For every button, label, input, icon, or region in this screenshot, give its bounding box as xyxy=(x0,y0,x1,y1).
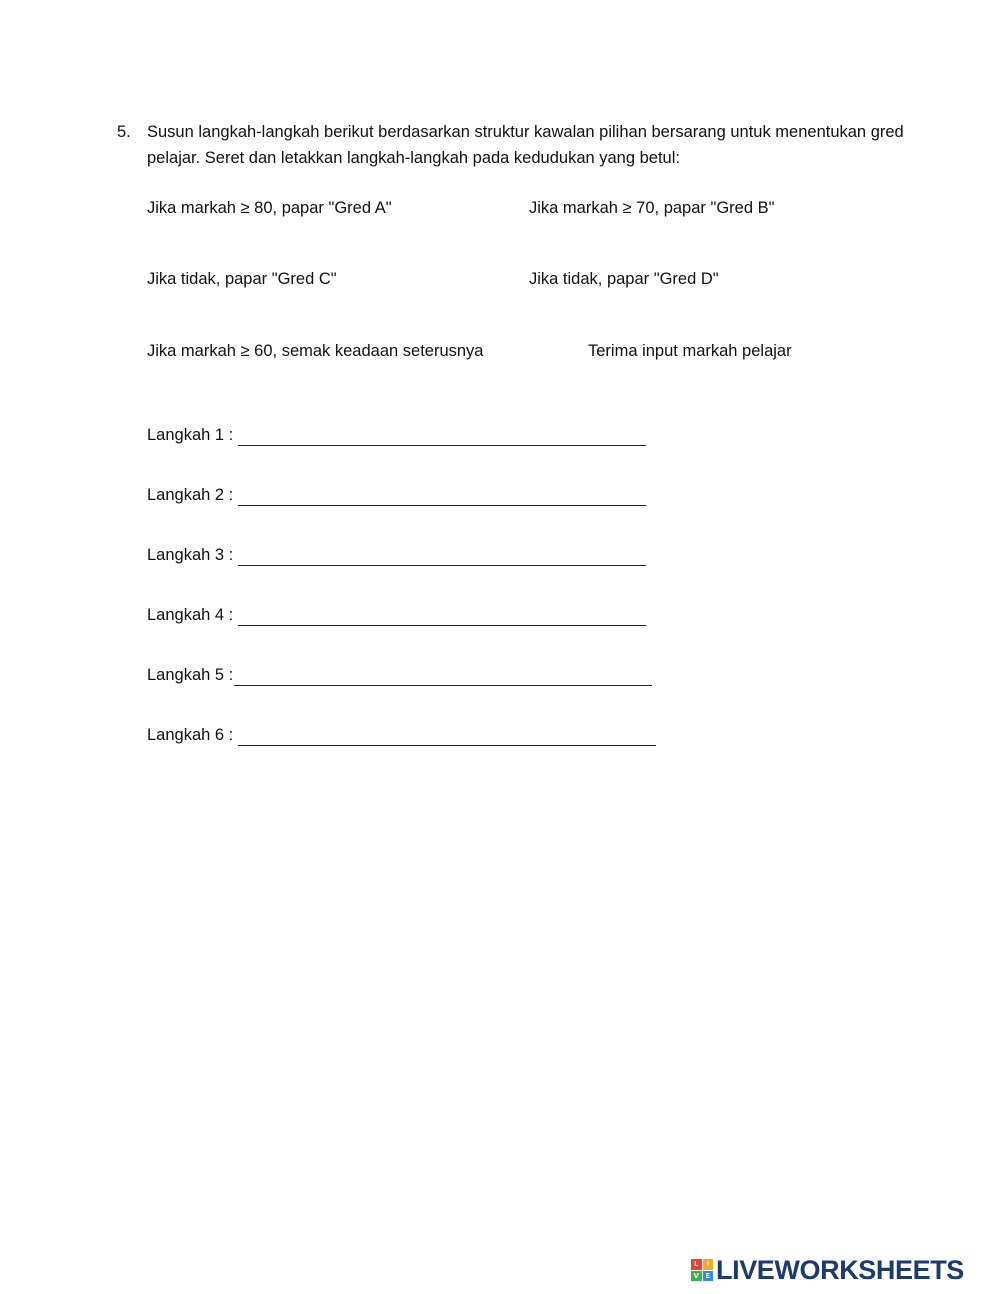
answer-drop-slot-1[interactable] xyxy=(238,427,646,446)
question-number: 5. xyxy=(117,123,131,141)
draggable-step-option[interactable]: Jika markah ≥ 60, semak keadaan seterusnya xyxy=(147,342,484,360)
liveworksheets-logo xyxy=(691,1255,964,1285)
answer-drop-slot-5[interactable] xyxy=(234,667,652,686)
draggable-step-option[interactable]: Jika tidak, papar "Gred C" xyxy=(147,270,337,288)
logo-badge-letter: I xyxy=(703,1259,714,1270)
answer-label: Langkah 1 : xyxy=(147,426,234,444)
answer-label: Langkah 2 : xyxy=(147,486,234,504)
answer-row-3 xyxy=(147,544,646,566)
answer-drop-slot-3[interactable] xyxy=(238,547,646,566)
answer-row-6 xyxy=(147,724,656,746)
draggable-step-option[interactable]: Jika tidak, papar "Gred D" xyxy=(529,270,719,288)
answer-row-2 xyxy=(147,484,646,506)
logo-badge-letter: L xyxy=(691,1259,702,1270)
answer-label: Langkah 6 : xyxy=(147,726,234,744)
answer-row-1 xyxy=(147,424,646,446)
answer-drop-slot-2[interactable] xyxy=(238,487,646,506)
answer-drop-slot-4[interactable] xyxy=(238,607,646,626)
draggable-step-option[interactable]: Terima input markah pelajar xyxy=(588,342,792,360)
answer-label: Langkah 3 : xyxy=(147,546,234,564)
draggable-step-option[interactable]: Jika markah ≥ 70, papar "Gred B" xyxy=(529,199,775,217)
logo-badge-letter: E xyxy=(703,1271,714,1282)
answer-label: Langkah 5 : xyxy=(147,666,234,684)
answer-label: Langkah 4 : xyxy=(147,606,234,624)
logo-badge-icon xyxy=(691,1259,713,1281)
answer-drop-slot-6[interactable] xyxy=(238,727,656,746)
logo-badge-letter: V xyxy=(691,1271,702,1282)
answer-row-5 xyxy=(147,664,652,686)
question-text: Susun langkah-langkah berikut berdasarkan struktur kawalan pilihan bersarang untuk menentukan gred pelajar. Seret dan letakkan langkah-langkah pada kedudukan yang betul: xyxy=(147,123,904,167)
draggable-step-option[interactable]: Jika markah ≥ 80, papar "Gred A" xyxy=(147,199,392,217)
logo-text: LIVEWORKSHEETS xyxy=(716,1254,964,1285)
answer-row-4 xyxy=(147,604,646,626)
